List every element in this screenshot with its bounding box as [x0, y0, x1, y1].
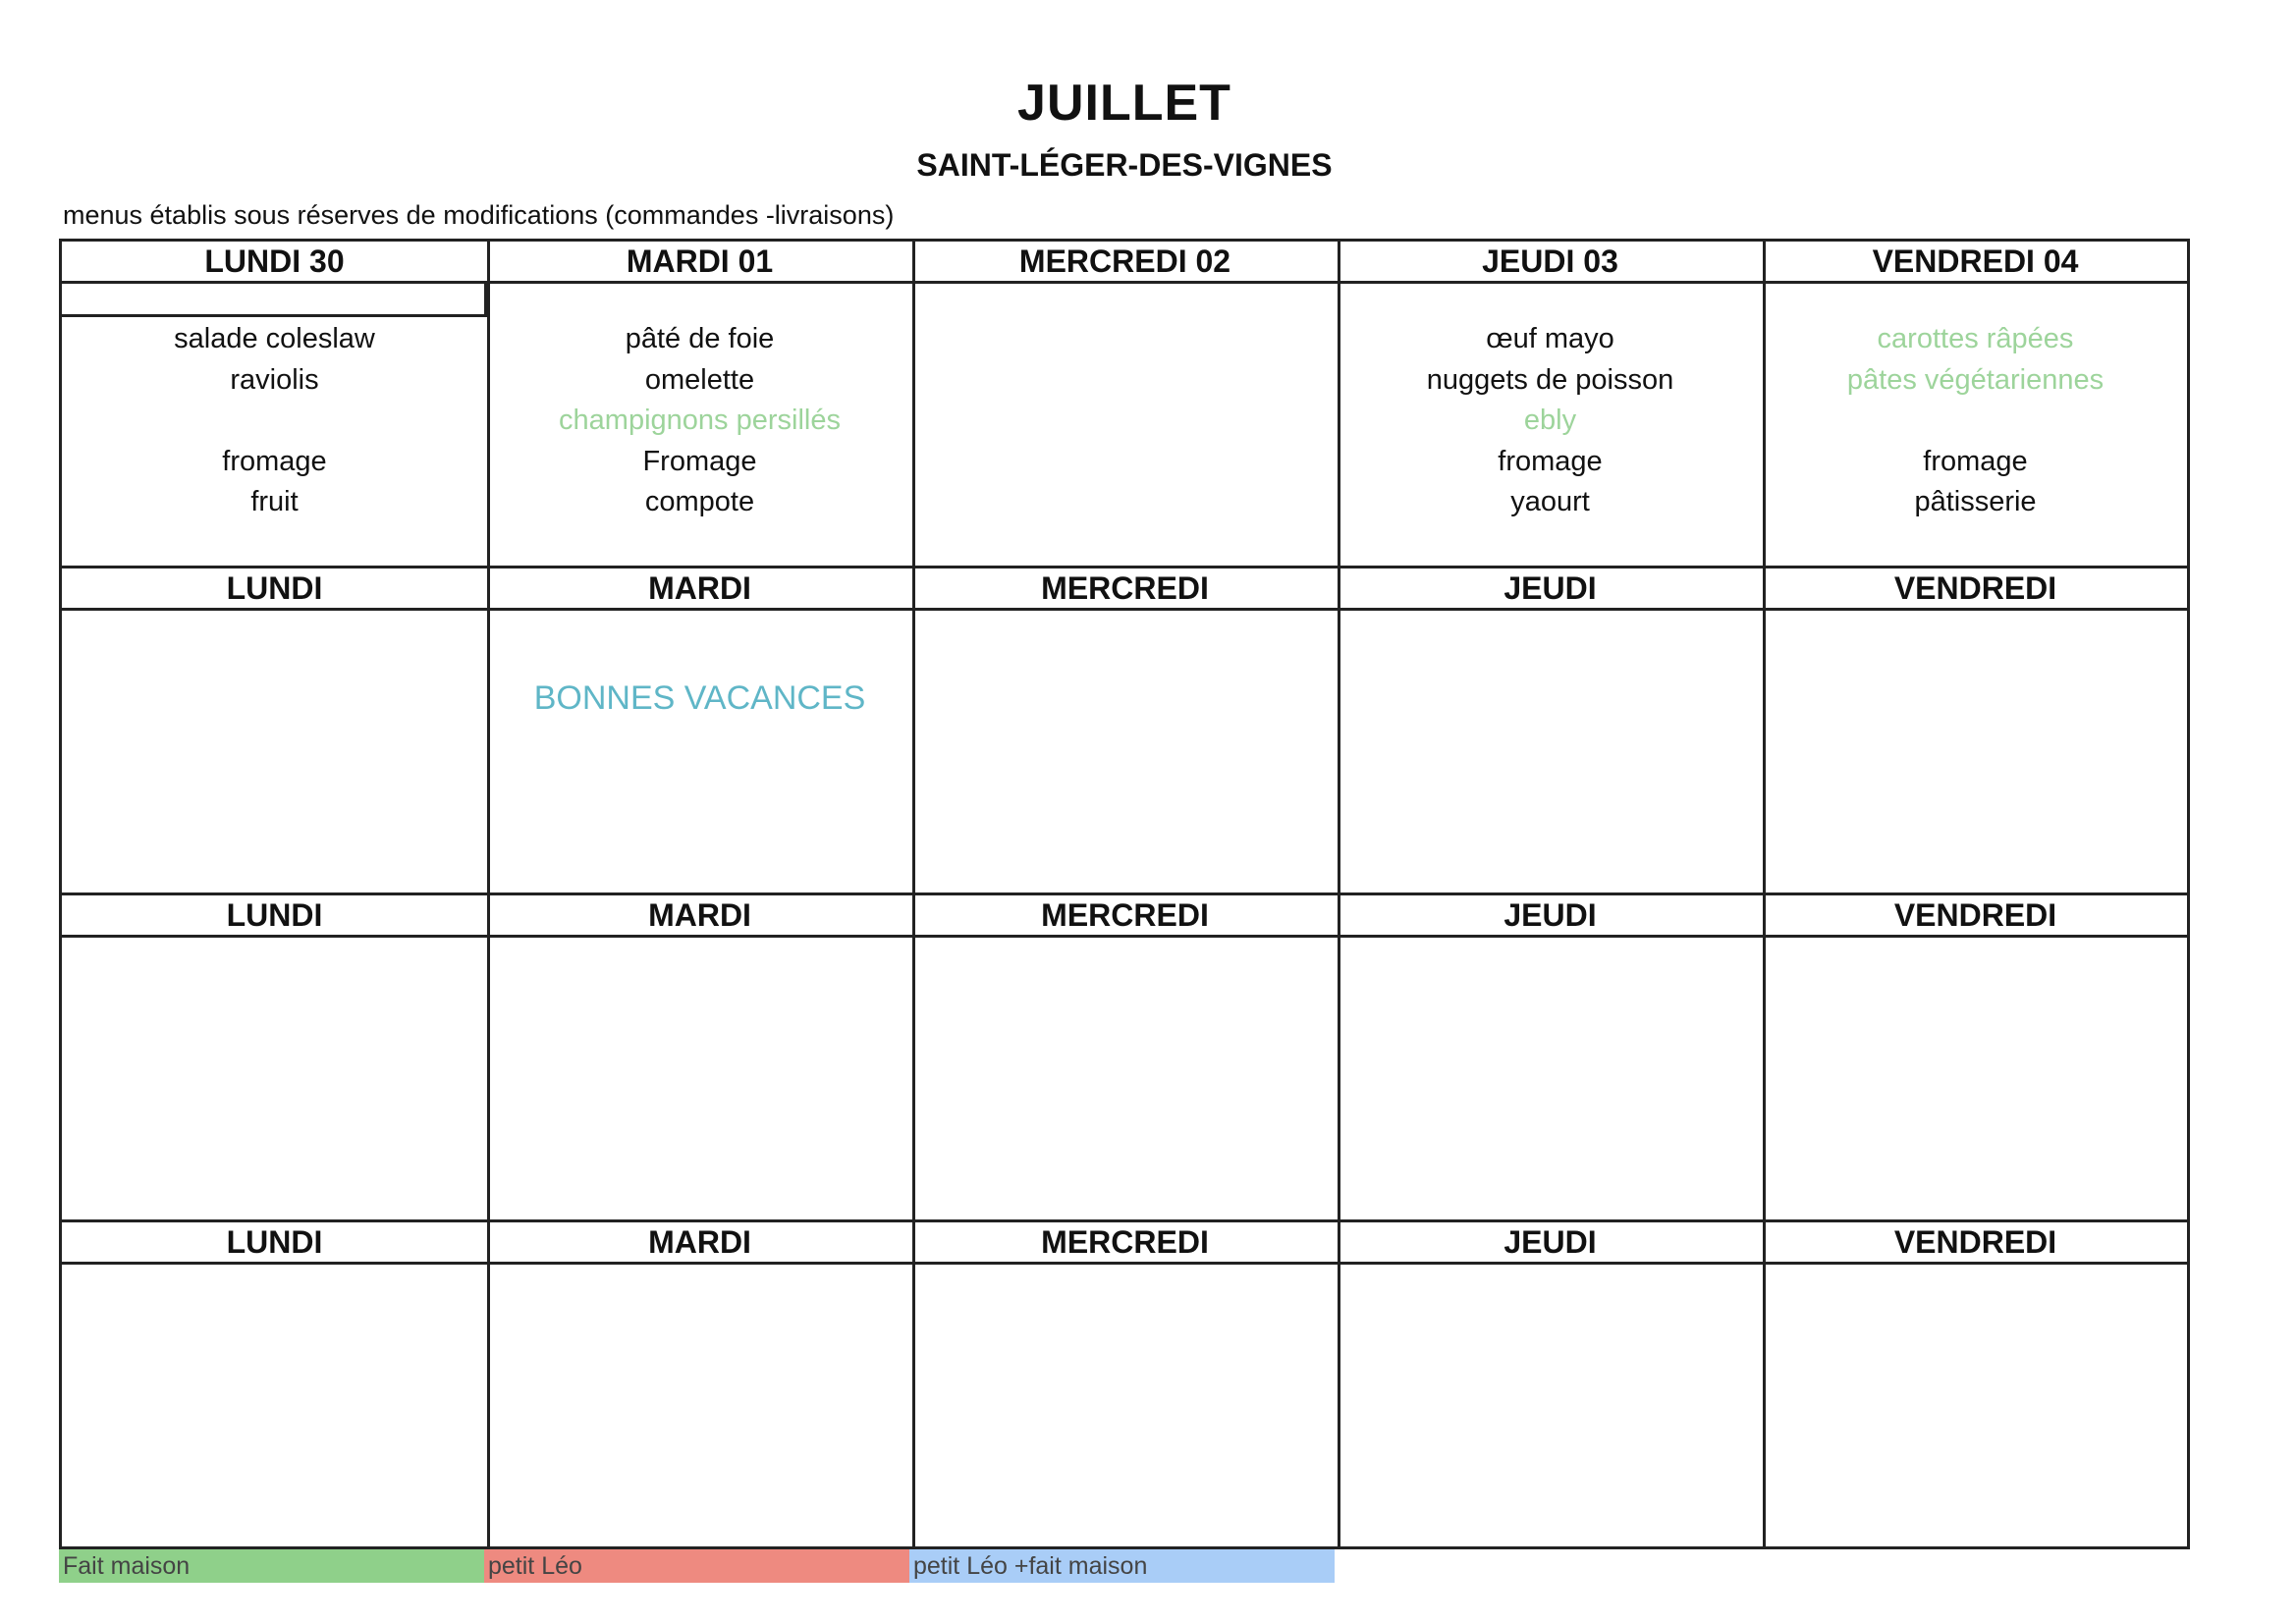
page-subtitle: SAINT-LÉGER-DES-VIGNES — [916, 147, 1333, 183]
menu-item: carottes râpées — [1877, 323, 2074, 354]
week-row — [62, 568, 2187, 895]
week-row — [62, 242, 2187, 568]
day-header: MERCREDI — [1041, 897, 1209, 933]
day-header-row — [62, 242, 2187, 284]
page-title: JUILLET — [1017, 75, 1231, 132]
day-header: VENDREDI — [1893, 897, 2057, 933]
week-row — [62, 895, 2187, 1222]
menu-grid — [59, 239, 2190, 1549]
day-header: MARDI — [648, 897, 751, 933]
day-header: MARDI 01 — [626, 243, 774, 279]
menu-item — [1763, 401, 2188, 442]
day-header-row — [62, 1222, 2187, 1265]
day-header: MERCREDI 02 — [1018, 243, 1231, 279]
day-header: LUNDI — [226, 897, 323, 933]
day-menu — [1338, 319, 1763, 523]
menu-item: omelette — [644, 363, 755, 396]
day-header-row — [62, 895, 2187, 938]
day-header: JEUDI — [1503, 897, 1597, 933]
menu-item: pâtisserie — [1914, 486, 2037, 517]
menu-item: compote — [644, 486, 755, 517]
legend-fait-maison: Fait maison — [59, 1549, 484, 1583]
menu-item: fromage — [222, 445, 327, 477]
day-header: VENDREDI — [1893, 1224, 2057, 1260]
menu-item: salade coleslaw — [174, 323, 375, 354]
menu-item: yaourt — [1510, 486, 1590, 517]
day-header: MARDI — [648, 570, 751, 606]
menu-item — [62, 401, 487, 442]
day-header: LUNDI — [226, 570, 323, 606]
menu-item: champignons persillés — [559, 405, 841, 436]
day-header-row — [62, 568, 2187, 611]
day-header: JEUDI — [1503, 1224, 1597, 1260]
legend-petit-leo: petit Léo — [484, 1549, 909, 1583]
week-row — [62, 1222, 2187, 1549]
menu-item: raviolis — [230, 363, 319, 396]
menu-item: fromage — [1498, 445, 1603, 477]
day-header: MARDI — [648, 1224, 751, 1260]
day-header: MERCREDI — [1041, 570, 1209, 606]
day-header: JEUDI 03 — [1482, 243, 1618, 279]
day-header: LUNDI — [226, 1224, 323, 1260]
menu-item: Fromage — [642, 445, 757, 477]
menu-item: fruit — [250, 486, 299, 517]
day-header: LUNDI 30 — [204, 243, 345, 279]
menu-item: pâté de foie — [625, 323, 775, 354]
legend-petit-leo-fait-maison: petit Léo +fait maison — [909, 1549, 1335, 1583]
day-menu — [487, 319, 912, 523]
vacances-message: BONNES VACANCES — [533, 679, 866, 717]
day-header: VENDREDI — [1893, 570, 2057, 606]
day-header: VENDREDI 04 — [1872, 243, 2079, 279]
day-header: MERCREDI — [1041, 1224, 1209, 1260]
menu-item: nuggets de poisson — [1426, 363, 1674, 396]
menu-item: fromage — [1923, 445, 2028, 477]
menu-item: ebly — [1523, 405, 1577, 436]
day-menu — [1763, 319, 2188, 523]
disclaimer-note: menus établis sous réserves de modifications (commandes -livraisons) — [63, 200, 895, 230]
day-header: JEUDI — [1503, 570, 1597, 606]
menu-item: œuf mayo — [1486, 323, 1614, 354]
menu-item: pâtes végétariennes — [1846, 363, 2105, 396]
day-menu — [62, 319, 487, 523]
